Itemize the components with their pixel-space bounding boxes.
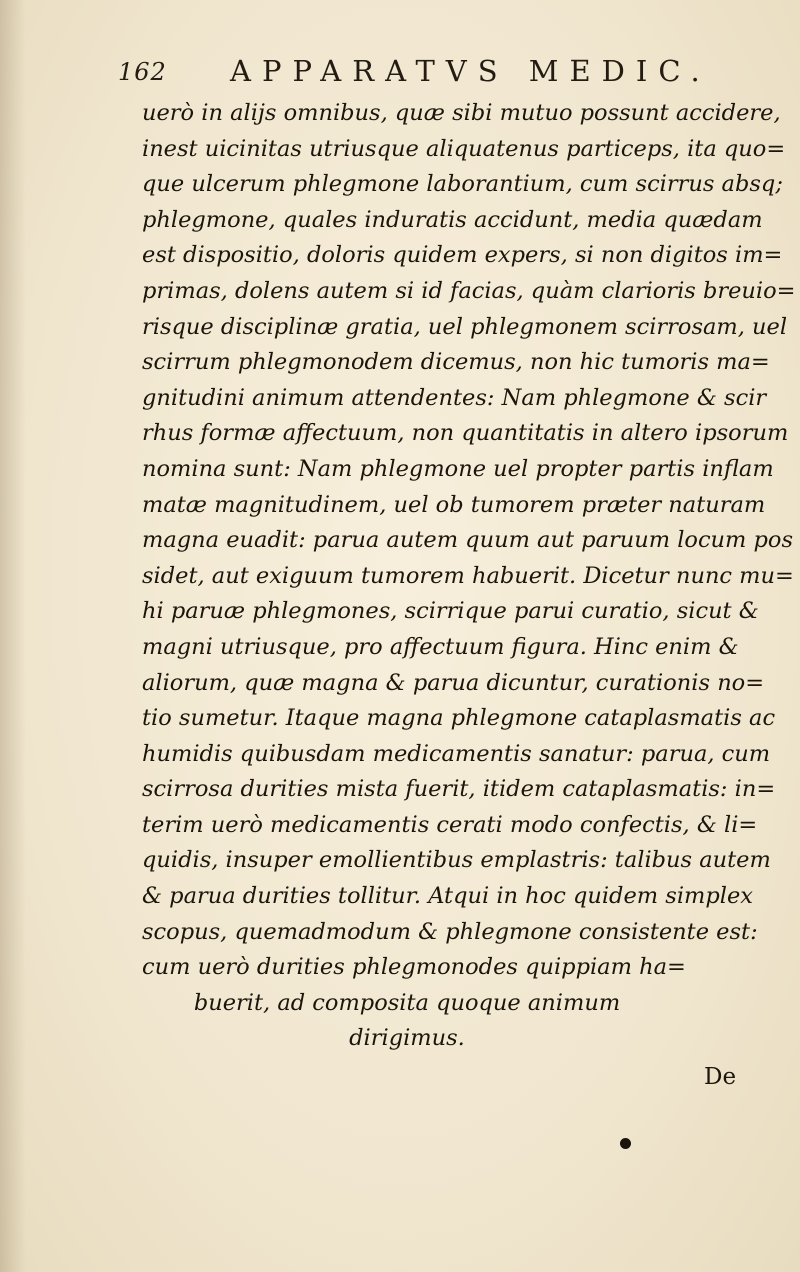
text-line: magni utriusque, pro affectuum figura. Hinc enim & — [142, 633, 739, 660]
text-line: & parua durities tollitur. Atqui in hoc quidem simplex — [142, 883, 753, 910]
text-line: hi paruæ phlegmones, scirrique parui curatio, sicut & — [142, 598, 759, 625]
text-line: tio sumetur. Itaque magna phlegmone cataplasmatis ac — [142, 705, 776, 732]
text-line: scopus, quemadmodum & phlegmone consistente est: — [142, 918, 758, 945]
text-line: terim uerò medicamentis cerati modo confectis, & li= — [142, 811, 758, 838]
text-line: risque disciplinæ gratia, uel phlegmonem scirrosam, uel — [142, 313, 788, 340]
text-line-centered: dirigimus. — [349, 1025, 465, 1052]
text-line: scirrum phlegmonodem dicemus, non hic tumoris ma= — [142, 349, 770, 376]
text-line-centered: cum uerò durities phlegmonodes quippiam ha= — [142, 954, 686, 981]
text-line: gnitudini animum attendentes: Nam phlegmone & scir — [142, 384, 767, 411]
running-title: APPARATVS MEDIC. — [230, 54, 711, 88]
page-number: 162 — [118, 58, 167, 86]
text-line: nomina sunt: Nam phlegmone uel propter partis inflam — [142, 455, 774, 482]
text-line: primas, dolens autem si id facias, quàm clarioris breuio= — [142, 277, 796, 304]
gutter-shadow — [0, 0, 26, 1272]
text-line: uerò in alijs omnibus, quæ sibi mutuo possunt accidere, — [142, 100, 781, 126]
text-line: quidis, insuper emollientibus emplastris: talibus autem — [142, 847, 771, 874]
text-line: humidis quibusdam medicamentis sanatur: parua, cum — [142, 740, 771, 767]
text-line-centered: buerit, ad composita quoque animum — [193, 989, 621, 1016]
text-line: aliorum, quæ magna & parua dicuntur, curationis no= — [142, 669, 765, 696]
catchword: De — [704, 1064, 737, 1090]
text-line: est dispositio, doloris quidem expers, si non digitos im= — [142, 242, 783, 269]
text-line: que ulcerum phlegmone laborantium, cum scirrus absq; — [142, 171, 783, 198]
body-text — [142, 96, 796, 1057]
text-line: sidet, aut exiguum tumorem habuerit. Dicetur nunc mu= — [142, 562, 794, 589]
ink-spot — [620, 1138, 631, 1149]
text-line: matæ magnitudinem, uel ob tumorem præter naturam — [142, 491, 766, 518]
text-line: phlegmone, quales induratis accidunt, media quædam — [142, 206, 763, 233]
page-header — [118, 52, 711, 92]
text-line: magna euadit: parua autem quum aut paruum locum pos — [142, 527, 794, 554]
text-line: inest uicinitas utriusque aliquatenus particeps, ita quo= — [142, 135, 786, 162]
text-line: scirrosa durities mista fuerit, itidem cataplasmatis: in= — [142, 776, 776, 803]
text-line: rhus formæ affectuum, non quantitatis in altero ipsorum — [142, 420, 789, 447]
